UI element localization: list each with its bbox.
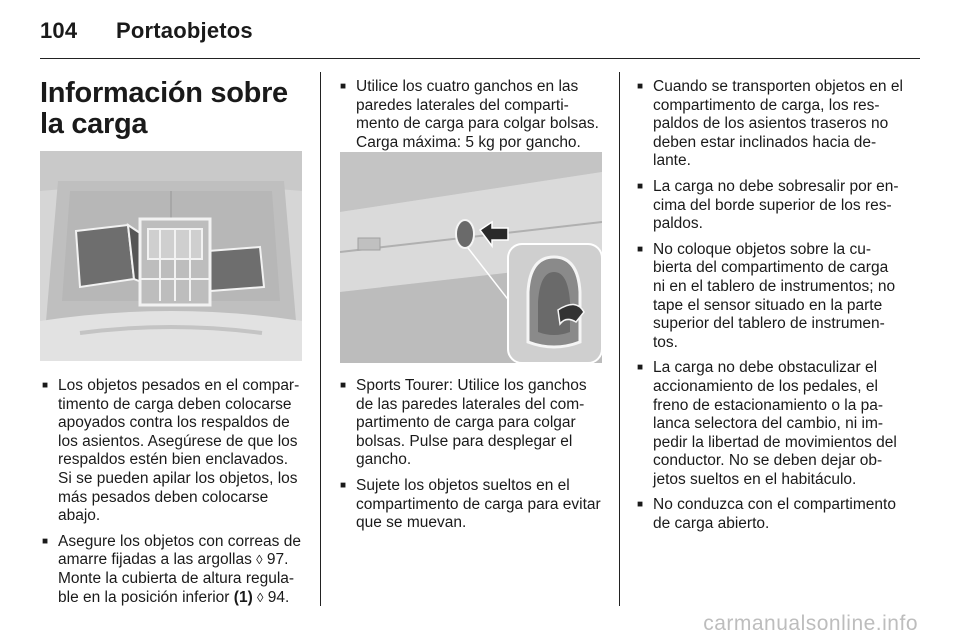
bag-hook-illustration [340, 152, 602, 363]
list-item: ■ No coloque objetos sobre la cubierta del compartimento de carga ni en el tablero de instrumentos; no tape el sensor situado en la parte superior del tablero de instrumentos. [637, 241, 903, 353]
list-item: ■ La carga no debe sobresalir por encima del borde superior de los respaldos. [637, 178, 903, 234]
xref-icon: ◊ [257, 589, 264, 605]
column-2-top [340, 78, 606, 159]
list-item: ■ No conduzca con el compartimento de carga abierto. [637, 496, 903, 533]
list-item-text: Asegure los objetos con correas de amarre fijadas a las argollas [58, 532, 301, 569]
list-item: ■ Los objetos pesados en el compartimento de carga deben colocarse apoyados contra los respaldos de los asientos. Asegúrese de que los respaldos estén bien enclavados. Si se pueden apilar los objetos, los más pesados deben colocarse abajo. [42, 377, 306, 526]
list-item: ■ Cuando se transporten objetos en el compartimento de carga, los respaldos de los asientos traseros no deben estar inclinados hacia delante. [637, 78, 903, 171]
column-2-list [340, 377, 606, 540]
column-divider-1 [320, 72, 321, 606]
list-item: ■ Sujete los objetos sueltos en el compartimento de carga para evitar que se muevan. [340, 477, 606, 533]
list-item-text: Monte la cubierta de altura regulable en la posición inferior [58, 569, 295, 606]
trunk-drawing [40, 151, 302, 361]
watermark: carmanualsonline.info [703, 612, 918, 635]
list-item [42, 533, 306, 607]
page-number: 104 [40, 18, 78, 43]
page-reference: 97. [266, 551, 289, 569]
position-label: (1) [233, 588, 253, 606]
header-rule [40, 58, 920, 59]
list-item: ■ La carga no debe obstaculizar el accionamiento de los pedales, el freno de estacionamiento o la palanca selectora del cambio, ni impedir la libertad de movimientos del conductor. No se deben dejar objetos sueltos en el habitáculo. [637, 359, 903, 489]
page-heading: Información sobre la carga [40, 77, 288, 140]
column-1-list [42, 377, 306, 614]
page-reference: 94. [267, 588, 290, 606]
page-header [40, 18, 253, 44]
section-title: Portaobjetos [116, 18, 253, 43]
column-divider-2 [619, 72, 620, 606]
list-item: ■ Sports Tourer: Utilice los ganchos de las paredes laterales del compartimento de carga para colgar bolsas. Pulse para desplegar el gancho. [340, 377, 606, 470]
hook-drawing [340, 152, 602, 363]
column-1 [40, 78, 306, 140]
cargo-trunk-illustration [40, 151, 302, 361]
list-item: ■ Utilice los cuatro ganchos en las paredes laterales del compartimento de carga para colgar bolsas. Carga máxima: 5 kg por gancho. [340, 78, 606, 152]
column-3-list [637, 78, 903, 541]
xref-icon: ◊ [256, 552, 263, 568]
